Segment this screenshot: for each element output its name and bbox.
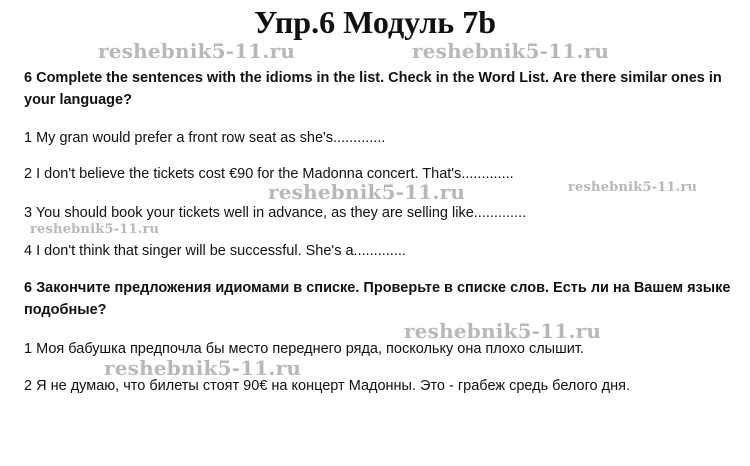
russian-instruction: 6 Закончите предложения идиомами в списке. Проверьте в списке слов. Есть ли на Вашем языке подобные? [24,280,731,318]
english-sentence-2: 2 I don't believe the tickets cost €90 for the Madonna concert. That's............. [24,166,514,182]
english-sentence-1: 1 My gran would prefer a front row seat as she's............. [24,130,386,146]
watermark: reshebnik5-11.ru [404,319,602,343]
english-sentence-3: 3 You should book your tickets well in advance, as they are selling like............. [24,205,527,221]
page-title: Упр.6 Модуль 7b [253,4,496,40]
english-sentence-4: 4 I don't think that singer will be successful. She's a............. [24,243,406,259]
watermark: reshebnik5-11.ru [30,222,160,237]
watermark: reshebnik5-11.ru [568,180,698,195]
russian-sentence-1: 1 Моя бабушка предпочла бы место переднего ряда, поскольку она плохо слышит. [24,341,584,357]
english-instruction: 6 Complete the sentences with the idioms in the list. Check in the Word List. Are there similar ones in your language? [24,70,722,108]
watermark: reshebnik5-11.ru [412,39,610,63]
watermark: reshebnik5-11.ru [98,39,296,63]
watermark: reshebnik5-11.ru [104,356,302,380]
watermark: reshebnik5-11.ru [268,180,466,204]
russian-sentence-2: 2 Я не думаю, что билеты стоят 90€ на концерт Мадонны. Это - грабеж средь белого дня. [24,378,630,394]
